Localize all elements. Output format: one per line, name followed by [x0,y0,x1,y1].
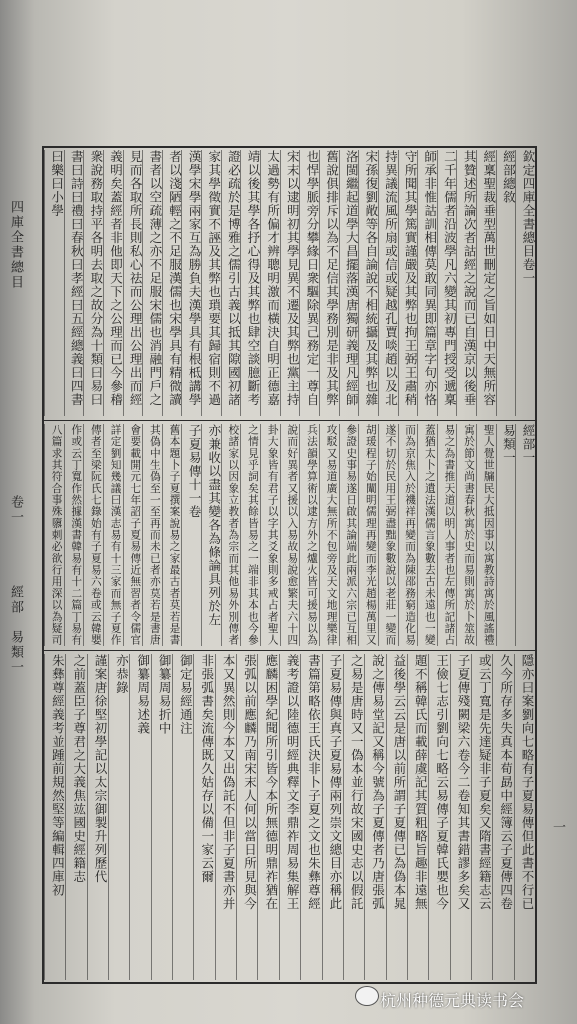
middle-column: 八篇求其符合事殊隳刺必欲行用深以為疑司 [44,424,65,646]
middle-column: 寓於節文尚書春秋寓於史而易則寓於卜筮故 [456,424,477,646]
bottom-column: 亦恭錄 [108,654,130,980]
middle-column: 易之為書推天道以明人事者也左傳所記諸占 [437,424,458,646]
bottom-column: 御纂周易述義 [129,654,151,980]
watermark-text: 杭州种德元典读书会 [380,991,525,1010]
margin-page-number: 一 [550,820,565,835]
top-column: 書曰詩曰禮曰春秋曰孝經曰五經總義曰四書 [64,150,85,416]
bottom-column: 之前蓋臣子尊君之大義焦竑國史經籍志 [65,654,87,980]
top-column: 舊說俱排斥以為不足信其學務別是非及其弊 [319,150,340,416]
top-column: 曰樂曰小學 [44,150,65,416]
bottom-column: 王儉七志引劉向七略云易傳子夏韓氏嬰也今 [428,654,450,980]
middle-column: 經部一 [515,424,536,646]
bottom-column: 久今所存多失真本荀勗中經簿云子夏傳四卷 [492,654,514,980]
bottom-column: 題不稱韓氏而載薛虞記其質粗略旨趣非遠無 [407,654,429,980]
top-column: 書者以空疏薄之亦不足服宋儒也消融門戶之 [142,150,163,416]
margin-book-title: 四庫全書總目 [8,200,23,290]
top-column: 證必疏於是博雅之儒引古義以抵其隙國初諸 [221,150,242,416]
bottom-column: 子夏易傳與真子夏易傳兩列崇文總目亦稱此 [322,654,344,980]
bottom-column: 說之傳易堂記又稱今號為子夏傳者乃唐張弧 [364,654,386,980]
bottom-column: 御定易經通注 [172,654,194,980]
top-column: 宋末以逮明初其學見異不遷及其弊也黨主持 [280,150,301,416]
top-column: 欽定四庫全書總目卷一 [515,150,536,416]
top-column: 太過勢有所偏才辨聰明激而橫決自明正德嘉 [260,150,281,416]
register-divider-2 [42,650,537,651]
middle-column: 詳定劉知幾議曰漢志易有十三家而無子夏作 [103,424,124,646]
margin-volume-number: 卷一 [8,495,23,525]
middle-column: 胡瑗程子始闡明儒理再變而李光趙楊萬里又 [358,424,379,646]
top-column: 義明矣蓋經者非他即天下之公理而已今參稽 [103,150,124,416]
middle-column: 聖人覺世牖民大抵因事以寓教詩寓於風謠禮 [476,424,497,646]
middle-column: 子夏易傳十一卷 [181,424,202,646]
middle-column: 之情見乎詞矣其餘皆易之一端非其本也今參 [240,424,261,646]
top-column: 也悍學脈旁分攀緣日衆驅除異己務定一尊自 [299,150,320,416]
top-column: 者以淺陋輕之不足服漢儒也宋學具有精微讀 [162,150,183,416]
middle-column: 會要載開元七年詔子夏易傳近無習者令儒官 [123,424,144,646]
bottom-column: 之易是唐時又一偽本並行故宋國史志以假託 [343,654,365,980]
bottom-column: 應麟困學紀聞所引皆今本所無德明鼎祚猶在 [257,654,279,980]
middle-column: 校諸家以因象立教者為宗而其他易外別傳者 [221,424,242,646]
bottom-column: 非張弧書矣流傳既久姑存以備一家云爾 [193,654,215,980]
top-column: 其贊述所論次者詁經之說而已自漢京以後垂 [456,150,477,416]
top-column: 洛閩繼起道學大昌擺落漢唐獨研義理凡經師 [339,150,360,416]
middle-column: 傳者至梁阮氏七錄始有子夏易六卷或云韓嬰 [83,424,104,646]
middle-column: 舊本題卜子夏撰案說易之家最古者莫若是書 [162,424,183,646]
middle-column: 參證史事易遂日啟其論端此兩派六宗已互相 [339,424,360,646]
middle-column: 兵法韻學算術以逮方外之爐火皆可援易以為 [299,424,320,646]
middle-column: 攻駁又易道廣大無所不包旁及天文地理樂律 [319,424,340,646]
middle-column: 而為京焦入於禨祥再變而為陳邵務窮造化易 [398,424,419,646]
top-column: 宋孫復劉敞等各自論說不相統攝及其弊也雜 [358,150,379,416]
top-column: 家其學徵實不誣及其弊也瑣要其歸宿則不過 [201,150,222,416]
bottom-column: 朱彝尊經義考並踵前規然堅等編輯四庫初 [44,654,66,980]
bottom-column: 謹案唐徐堅初學記以太宗御製升列歷代 [87,654,109,980]
middle-column: 說而好異者又援以入易故易說愈繁夫六十四 [280,424,301,646]
top-column: 經稟聖裁垂型萬世刪定之旨如日中天無所容 [476,150,497,416]
bottom-column: 益後學云云是唐以前所謂子夏傳已為偽本晁 [386,654,408,980]
top-column: 守所聞其學篤實謹嚴及其弊也拘王弼王肅稍 [398,150,419,416]
bottom-column: 或云丁寬是先達疑非子夏矣又隋書經籍志云 [471,654,493,980]
top-column: 漢學宋學兩家互為勝負夫漢學具有根柢講學 [181,150,202,416]
middle-column: 其偽中生偽至一至再而未已者亦莫若是書唐 [142,424,163,646]
bottom-column: 隱亦曰案劉向七略有子夏易傳但此書不行已 [514,654,536,980]
top-column: 靖以後其學各抒心得及其弊也肆空談臆斷考 [240,150,261,416]
bottom-column: 御纂周易折中 [151,654,173,980]
bottom-column: 義考證以陸德明經典釋文李鼎祚周易集解王 [279,654,301,980]
top-column: 持異議流風所扇或信或疑越孔賈啖趙以及北 [378,150,399,416]
middle-column: 卦大象皆有君子以字其爻象則多戒占者聖人 [260,424,281,646]
middle-column: 作或云丁寬作然據漢書韓易有十二篇丁易有 [64,424,85,646]
bottom-column: 本又異然則今本又出偽託不但非子夏書亦并 [215,654,237,980]
middle-column: 亦兼收以盡其變各為條論具列於左 [201,424,222,646]
margin-section-name: 經部 易類一 [8,585,23,675]
top-column: 衆說務取持平各明去取之故分為十類曰易曰 [83,150,104,416]
top-column: 見而各取所長則私心祛而公理出公理出而經 [123,150,144,416]
middle-column: 蓋猶太卜之遺法漢儒言象數去古未遠也一變 [417,424,438,646]
bottom-column: 張弧以前應麟乃南宋末人何以當日所見與今 [236,654,258,980]
register-divider-1 [42,420,537,421]
middle-column: 易類一 [496,424,517,646]
wechat-icon [355,986,379,1006]
bottom-column: 子夏傳殘闕梁六卷今二卷知其書錯謬多矣又 [450,654,472,980]
bottom-column: 書篇第略依王氏決非卜子夏之文也朱彝尊經 [300,654,322,980]
middle-column: 遂不切於民用王弼盡黜象數說以老莊一變而 [378,424,399,646]
top-column: 師承非惟詁訓相傳莫敢同異即篇章字句亦恪 [417,150,438,416]
top-column: 二千年儒者沿波學凡六變其初專門授受遞稟 [437,150,458,416]
top-column: 經部總敘 [496,150,517,416]
